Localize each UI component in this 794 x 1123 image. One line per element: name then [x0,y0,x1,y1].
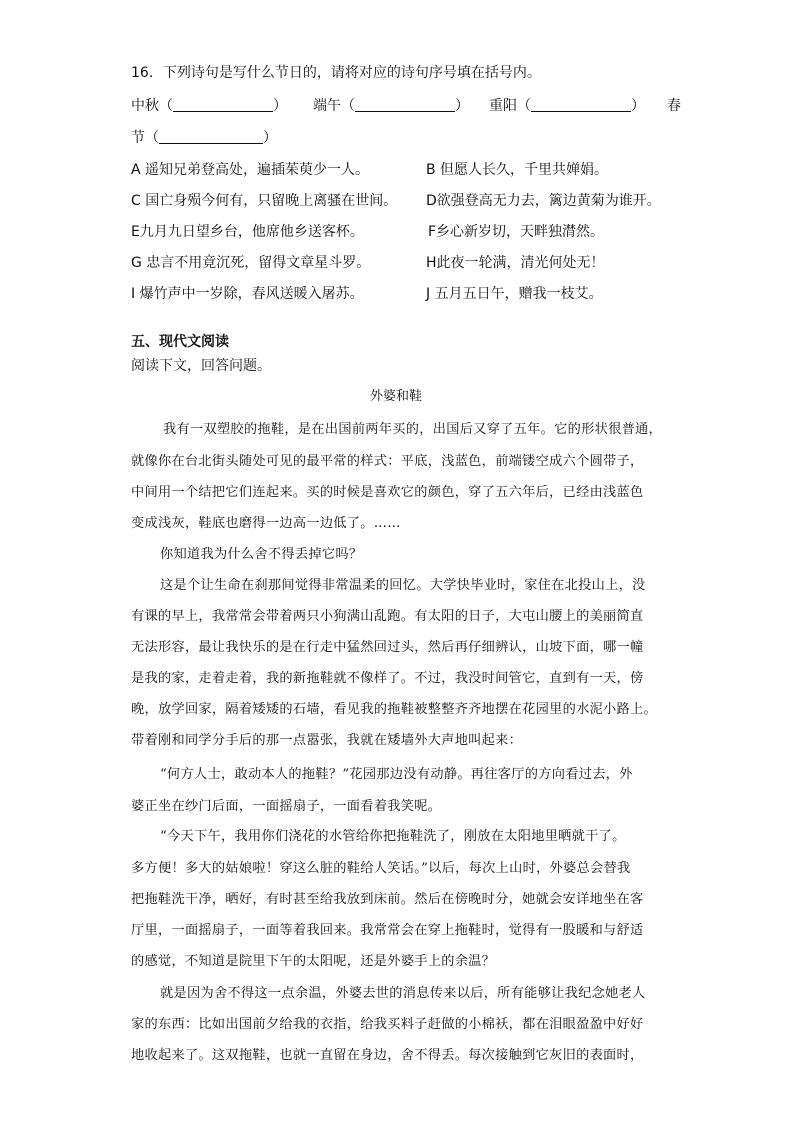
option-b: B 但愿人长久，千里共婵娟。 [426,162,609,178]
story-line: 带着刚和同学分手后的那一点嚣张，我就在矮墙外大声地叫起来： [131,733,523,748]
story-line: 变成浅灰，鞋底也磨得一边高一边低了。…… [131,516,401,531]
festival-row-1 [131,96,681,116]
option-i: I 爆竹声中一岁除，春风送暖入屠苏。 [131,286,364,302]
story-line: 就是因为舍不得这一点余温，外婆去世的消息传来以后，所有能够让我纪念她老人 [160,986,646,1001]
paren-open: （ [341,98,355,114]
paren-close: ） [263,130,277,146]
story-line: 晚，放学回家，隔着矮矮的石墙，看见我的拖鞋被整整齐齐地摆在花园里的水泥小路上。 [131,702,658,717]
option-h: H此夜一轮满，清光何处无！ [426,255,605,271]
option-a: A 遥知兄弟登高处，遍插茱萸少一人。 [131,162,370,178]
section-instruction: 阅读下文，回答问题。 [131,358,271,374]
paren-open: （ [145,130,159,146]
paren-open: （ [517,98,531,114]
festival-spring-part2: 节 [131,130,145,146]
story-title: 外婆和鞋 [370,389,423,404]
story-line: “今天下午，我用你们浇花的水管给你把拖鞋洗了，刚放在太阳地里晒就干了。 [160,829,626,844]
question-16-text: 16．下列诗句是写什么节日的，请将对应的诗句序号填在括号内。 [131,65,541,81]
story-line: 就像你在台北街头随处可见的最平常的样式：平底，浅蓝色，前端镂空成六个圆带子， [131,454,644,469]
section-heading: 五、现代文阅读 [131,334,229,350]
festival-dragon-boat: 端午 [313,98,341,114]
option-d: D欲强登高无力去，篱边黄菊为谁开。 [426,193,661,209]
story-line: 厅里，一面摇扇子，一面等着我回来。我常常会在穿上拖鞋时，觉得有一股暖和与舒适 [131,923,644,938]
festival-double-ninth: 重阳 [489,98,517,114]
option-j: J 五月五日午，赠我一枝艾。 [426,286,603,302]
story-line: 的感觉，不知道是院里下午的太阳呢，还是外婆手上的余温？ [131,954,496,969]
story-line: 多方便！多大的姑娘啦！穿这么脏的鞋给人笑话。”以后，每次上山时，外婆总会替我 [131,861,631,876]
answer-blank-double-ninth[interactable] [531,97,631,112]
festival-spring-part1: 春 [667,98,681,114]
story-line: 有课的早上，我常常会带着两只小狗满山乱跑。有太阳的日子，大屯山腰上的美丽简直 [131,609,644,624]
story-line: 这是个让生命在刹那间觉得非常温柔的回忆。大学快毕业时，家住在北投山上，没 [160,578,646,593]
festival-mid-autumn: 中秋 [131,98,159,114]
answer-blank-mid-autumn[interactable] [173,97,273,112]
story-line: 把拖鞋洗干净，晒好，有时甚至给我放到床前。然后在傍晚时分，她就会安详地坐在客 [131,892,644,907]
answer-blank-dragon-boat[interactable] [355,97,455,112]
paren-close: ） [455,98,469,114]
option-f: F乡心新岁切，天畔独潸然。 [428,224,605,240]
story-line: 家的东西：比如出国前夕给我的衣指，给我买料子赶做的小棉袄，都在泪眼盈盈中好好 [131,1017,644,1032]
paren-open: （ [159,98,173,114]
answer-blank-spring[interactable] [159,129,263,144]
story-line: 婆正坐在纱门后面，一面摇扇子，一面看着我笑呢。 [131,799,442,814]
option-e: E九月九日望乡台，他席他乡送客杯。 [131,224,364,240]
paren-close: ） [631,98,645,114]
paren-close: ） [273,98,287,114]
story-line: 我有一双塑胶的拖鞋，是在出国前两年买的，出国后又穿了五年。它的形状很普通， [163,422,663,437]
story-line: 无法形容，最让我快乐的是在行走中猛然回过头，然后再仔细辨认，山坡下面，哪一幢 [131,640,644,655]
story-line: 是我的家，走着走着，我的新拖鞋就不像样了。不过，我没时间管它，直到有一天，傍 [131,671,644,686]
story-line: 地收起来了。这双拖鞋，也就一直留在身边，舍不得丢。每次接触到它灰旧的表面时， [131,1048,644,1063]
story-line: 中间用一个结把它们连起来。买的时候是喜欢它的颜色，穿了五六年后，已经由浅蓝色 [131,485,644,500]
festival-row-2 [131,128,277,148]
option-g: G 忠言不用竟沉死，留得文章星斗罗。 [131,255,371,271]
story-line: 你知道我为什么舍不得丢掉它吗？ [160,547,363,562]
option-c: C 国亡身殒今何有，只留晚上离骚在世间。 [131,193,398,209]
story-line: “何方人士，敢动本人的拖鞋？”花园那边没有动静。再往客厅的方向看过去，外 [160,767,633,782]
